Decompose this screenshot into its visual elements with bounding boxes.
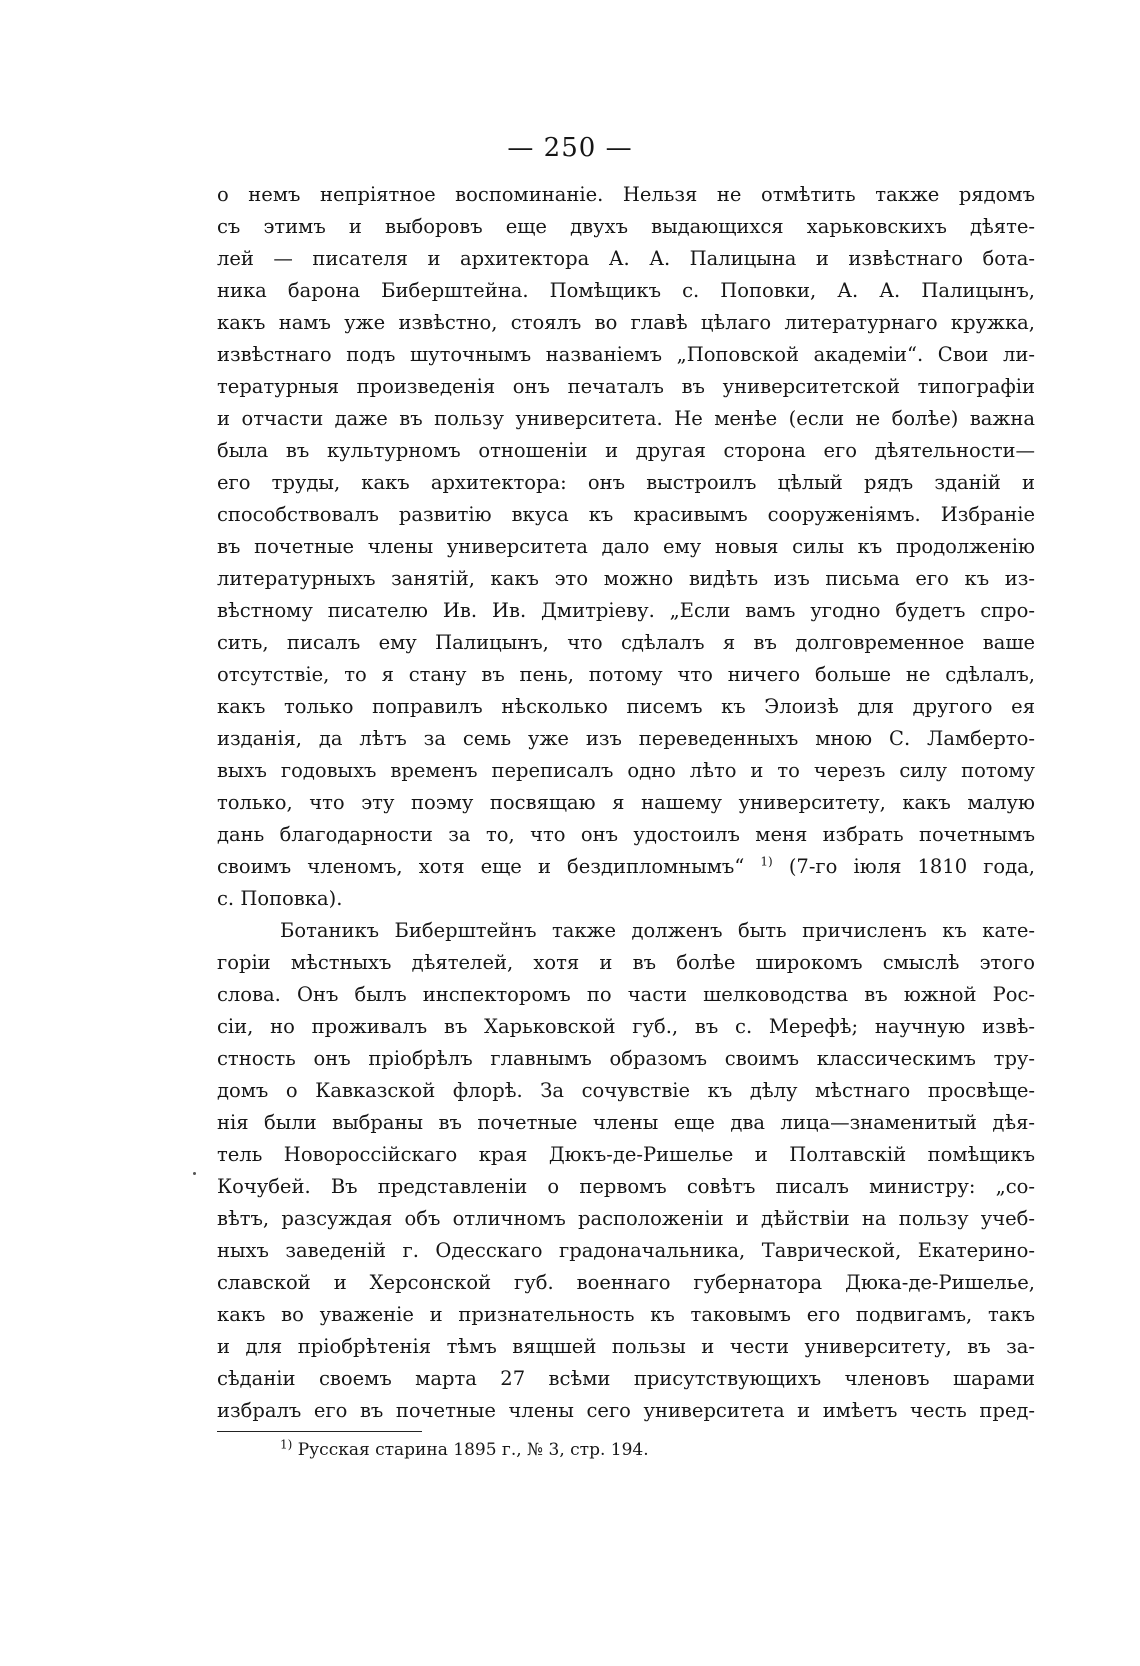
text-segment: своимъ членомъ, хотя еще и бездипломнымъ“	[217, 855, 745, 878]
text-line: вѣтъ, разсуждая объ отличномъ расположеніи и дѣйствіи на пользу учеб-	[217, 1207, 1035, 1230]
text-line: сѣданіи своемъ марта 27 всѣми присутствующихъ членовъ шарами	[217, 1367, 1035, 1390]
text-line: ныхъ заведеній г. Одесскаго градоначальника, Таврической, Екатерино-	[217, 1239, 1035, 1262]
text-line: с. Поповка).	[217, 887, 343, 910]
text-line: ника барона Биберштейна. Помѣщикъ с. Поповки, А. А. Палицынъ,	[217, 279, 1035, 302]
text-line: извѣстнаго подъ шуточнымъ названіемъ „Поповской академіи“. Свои ли-	[217, 343, 1035, 366]
text-line: литературныхъ занятій, какъ это можно видѣть изъ письма его къ из-	[217, 567, 1035, 590]
text-line-with-footnote-ref	[217, 850, 1035, 884]
page-number: — 250 —	[507, 133, 633, 163]
text-segment: (7-го іюля 1810 года,	[788, 855, 1035, 878]
text-line: лей — писателя и архитектора А. А. Палицына и извѣстнаго бота-	[217, 247, 1035, 270]
footnote	[280, 1436, 980, 1464]
text-line: съ этимъ и выборовъ еще двухъ выдающихся харьковскихъ дѣяте-	[217, 215, 1035, 238]
text-line: въ почетные члены университета дало ему новыя силы къ продолженію	[217, 535, 1035, 558]
text-line: и для пріобрѣтенія тѣмъ вящшей пользы и чести университету, въ за-	[217, 1335, 1035, 1358]
text-line: тель Новороссійскаго края Дюкъ-де-Ришелье и Полтавскій помѣщикъ	[217, 1143, 1035, 1166]
text-line: его труды, какъ архитектора: онъ выстроилъ цѣлый рядъ зданій и	[217, 471, 1035, 494]
footnote-reference: 1)	[760, 854, 773, 869]
text-line: выхъ годовыхъ временъ переписалъ одно лѣто и то черезъ силу потому	[217, 759, 1035, 782]
text-line: домъ о Кавказской флорѣ. За сочувствіе къ дѣлу мѣстнаго просвѣще-	[217, 1079, 1035, 1102]
footnote-divider	[217, 1431, 422, 1432]
text-line: о немъ непріятное воспоминаніе. Нельзя не отмѣтить также рядомъ	[217, 183, 1035, 206]
text-line: какъ намъ уже извѣстно, стоялъ во главѣ цѣлаго литературнаго кружка,	[217, 311, 1035, 334]
text-line: избралъ его въ почетные члены сего университета и имѣетъ честь пред-	[217, 1399, 1035, 1422]
text-line: дань благодарности за то, что онъ удостоилъ меня избрать почетнымъ	[217, 823, 1035, 846]
scan-speck	[193, 1172, 196, 1175]
text-line: Ботаникъ Биберштейнъ также долженъ быть причисленъ къ кате-	[280, 919, 1035, 942]
text-line: какъ во уваженіе и признательность къ таковымъ его подвигамъ, такъ	[217, 1303, 1035, 1326]
text-line: тературныя произведенія онъ печаталъ въ университетской типографіи	[217, 375, 1035, 398]
text-line: горіи мѣстныхъ дѣятелей, хотя и въ болѣе широкомъ смыслѣ этого	[217, 951, 1035, 974]
text-line: отсутствіе, то я стану въ пень, потому что ничего больше не сдѣлалъ,	[217, 663, 1035, 686]
text-line: и отчасти даже въ пользу университета. Не менѣе (если не болѣе) важна	[217, 407, 1035, 430]
text-line: Кочубей. Въ представленіи о первомъ совѣтъ писалъ министру: „со-	[217, 1175, 1035, 1198]
text-line: только, что эту поэму посвящаю я нашему университету, какъ малую	[217, 791, 1035, 814]
text-line: вѣстному писателю Ив. Ив. Дмитріеву. „Если вамъ угодно будетъ спро-	[217, 599, 1035, 622]
text-line: славской и Херсонской губ. военнаго губернатора Дюка-де-Ришелье,	[217, 1271, 1035, 1294]
text-line: сіи, но проживалъ въ Харьковской губ., въ с. Мерефѣ; научную извѣ-	[217, 1015, 1035, 1038]
text-line: была въ культурномъ отношеніи и другая сторона его дѣятельности—	[217, 439, 1035, 462]
footnote-marker: 1)	[280, 1437, 293, 1452]
text-line: изданія, да лѣтъ за семь уже изъ переведенныхъ мною С. Ламберто-	[217, 727, 1035, 750]
text-line: какъ только поправилъ нѣсколько писемъ къ Элоизѣ для другого ея	[217, 695, 1035, 718]
text-line: способствовалъ развитію вкуса къ красивымъ сооруженіямъ. Избраніе	[217, 503, 1035, 526]
text-line: сить, писалъ ему Палицынъ, что сдѣлалъ я въ долговременное ваше	[217, 631, 1035, 654]
text-line: нія были выбраны въ почетные члены еще два лица—знаменитый дѣя-	[217, 1111, 1035, 1134]
text-line: стность онъ пріобрѣлъ главнымъ образомъ своимъ классическимъ тру-	[217, 1047, 1035, 1070]
footnote-text: Русская старина 1895 г., № 3, стр. 194.	[297, 1440, 649, 1460]
text-line: слова. Онъ былъ инспекторомъ по части шелководства въ южной Рос-	[217, 983, 1035, 1006]
